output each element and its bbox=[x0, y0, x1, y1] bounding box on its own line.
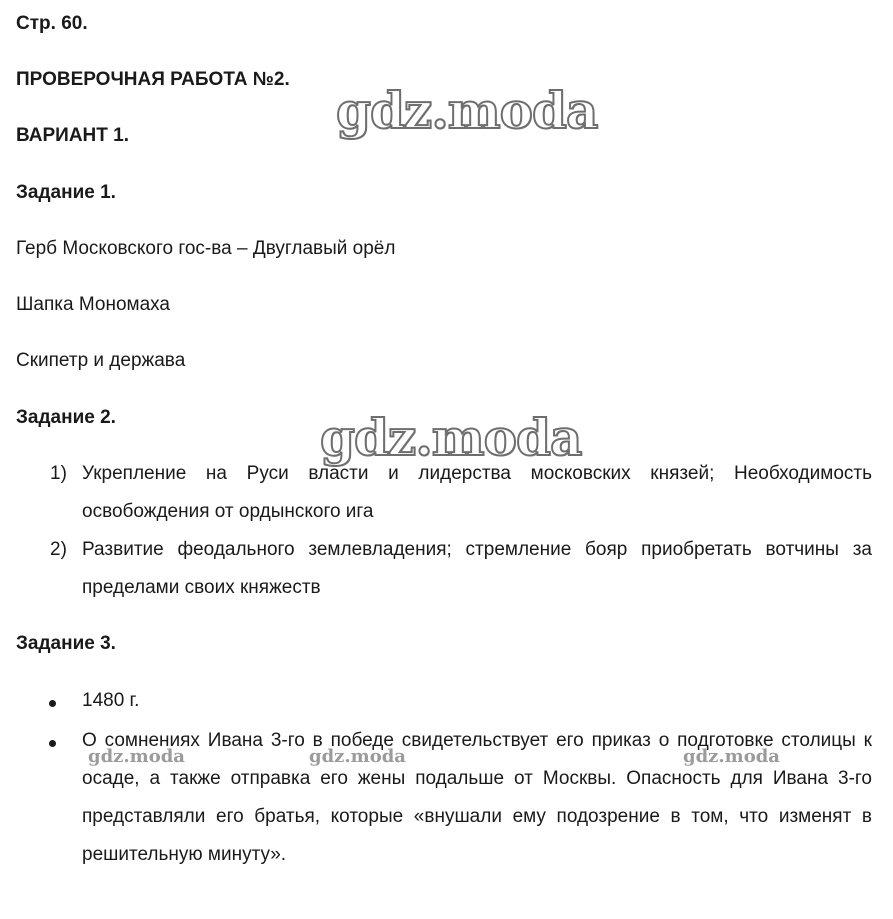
watermark-logo: gdz.moda bbox=[88, 746, 185, 767]
task2-item-text: Развитие феодального землевладения; стремление бояр приобретать вотчины за пределами своих княжеств bbox=[82, 539, 872, 598]
task3-item-text: 1480 г. bbox=[82, 690, 140, 711]
task3-heading: Задание 3. bbox=[16, 633, 116, 654]
bullet-icon bbox=[49, 740, 56, 747]
task1-heading: Задание 1. bbox=[16, 182, 116, 203]
page-number: Стр. 60. bbox=[16, 13, 88, 34]
watermark-logo: gdz.moda bbox=[683, 746, 780, 767]
variant-heading: ВАРИАНТ 1. bbox=[16, 125, 129, 146]
task3-item-text: О сомнениях Ивана 3-го в победе свидетельствует его приказ о подготовке столицы к осаде, а также отправка его жены подальше от Москвы. Опасность для Ивана 3-го представляли его братья, которые «внушали ему подозрение в том, что изменят в решительную минуту». bbox=[82, 730, 872, 865]
watermark-logo: gdz.moda bbox=[336, 81, 598, 140]
task1-line: Герб Московского гос-ва – Двуглавый орёл bbox=[16, 238, 396, 259]
watermark-logo: gdz.moda bbox=[320, 408, 582, 467]
task1-line: Скипетр и держава bbox=[16, 350, 186, 371]
task2-item-text: Укрепление на Руси власти и лидерства московских князей; Необходимость освобождения от ордынского ига bbox=[82, 463, 872, 522]
watermark-logo: gdz.moda bbox=[309, 746, 406, 767]
bullet-icon bbox=[49, 700, 56, 707]
task2-heading: Задание 2. bbox=[16, 407, 116, 428]
work-title: ПРОВЕРОЧНАЯ РАБОТА №2. bbox=[16, 69, 290, 90]
task2-item-number: 1) bbox=[50, 463, 67, 484]
task1-line: Шапка Мономаха bbox=[16, 294, 170, 315]
task2-item-number: 2) bbox=[50, 539, 67, 560]
